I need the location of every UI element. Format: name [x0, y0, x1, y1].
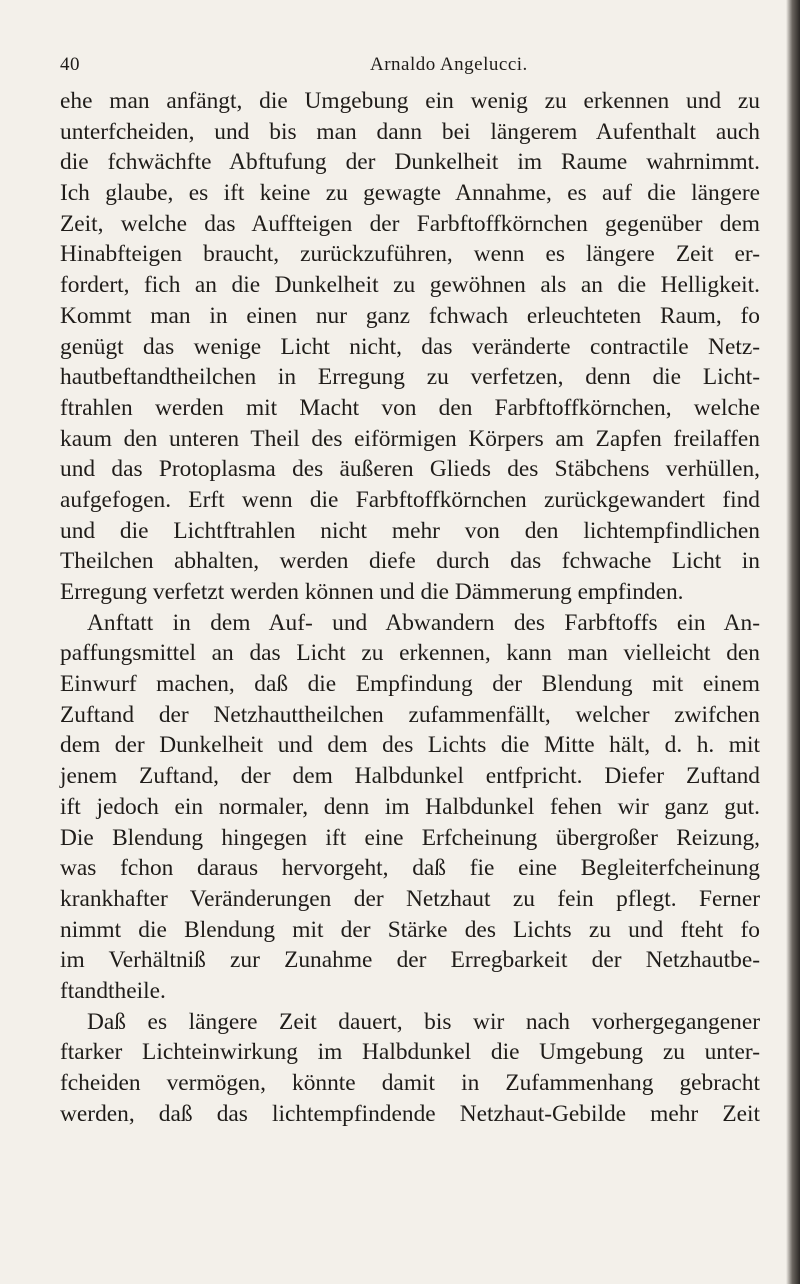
body-text — [60, 86, 760, 1129]
text-line: kaum den unteren Theil des eiförmigen Körpers am Zapfen freilaffen — [60, 425, 760, 452]
text-line: ift jedoch ein normaler, denn im Halbdunkel fehen wir ganz gut. — [60, 793, 760, 820]
text-line: ftandtheile. — [60, 977, 166, 1004]
text-line: fcheiden vermögen, könnte damit in Zufammenhang gebracht — [60, 1070, 760, 1096]
text-line: im Verhältniß zur Zunahme der Erregbarkeit der Netzhautbe- — [60, 947, 760, 974]
text-line: Zuftand der Netzhauttheilchen zufammenfällt, welcher zwifchen — [60, 701, 760, 728]
text-line: Anftatt in dem Auf- und Abwandern des Farbftoffs ein An- — [87, 609, 760, 636]
page-number: 40 — [60, 54, 80, 75]
text-line: aufgefogen. Erft wenn die Farbftoffkörnchen zurückgewandert find — [60, 486, 760, 513]
text-line: Zeit, welche das Auffteigen der Farbftoffkörnchen gegenüber dem — [60, 210, 760, 237]
running-title: Arnaldo Angelucci. — [370, 54, 528, 75]
text-line: Ich glaube, es ift keine zu gewagte Annahme, es auf die längere — [60, 180, 760, 207]
text-line: genügt das wenige Licht nicht, das veränderte contractile Netz- — [60, 333, 760, 360]
text-line: krankhafter Veränderungen der Netzhaut zu fein pflegt. Ferner — [60, 885, 760, 912]
text-line: ftrahlen werden mit Macht von den Farbftoffkörnchen, welche — [60, 394, 760, 421]
text-line: Theilchen abhalten, werden diefe durch das fchwache Licht in — [60, 548, 760, 575]
page-header — [60, 54, 760, 80]
page-edge-shadow — [786, 0, 800, 1284]
text-line: und das Protoplasma des äußeren Glieds des Stäbchens verhüllen, — [60, 456, 760, 483]
text-line: fordert, fich an die Dunkelheit zu gewöhnen als an die Helligkeit. — [60, 272, 760, 299]
text-line: was fchon daraus hervorgeht, daß fie eine Begleiterfcheinung — [60, 855, 760, 882]
text-line: Daß es längere Zeit dauert, bis wir nach vorhergegangener — [87, 1008, 760, 1035]
text-line: hautbeftandtheilchen in Erregung zu verfetzen, denn die Licht- — [60, 364, 760, 391]
text-line: ftarker Lichteinwirkung im Halbdunkel die Umgebung zu unter- — [60, 1039, 760, 1066]
text-line: Die Blendung hingegen ift eine Erfcheinung übergroßer Reizung, — [60, 824, 760, 851]
text-line: paffungsmittel an das Licht zu erkennen, kann man vielleicht den — [60, 640, 760, 667]
text-line: jenem Zuftand, der dem Halbdunkel entfpricht. Diefer Zuftand — [60, 763, 760, 790]
text-line: unterfcheiden, und bis man dann bei längerem Aufenthalt auch — [60, 118, 760, 145]
text-line: Einwurf machen, daß die Empfindung der Blendung mit einem — [60, 671, 760, 698]
text-line: ehe man anfängt, die Umgebung ein wenig zu erkennen und zu — [60, 88, 760, 114]
text-line: Kommt man in einen nur ganz fchwach erleuchteten Raum, fo — [60, 302, 760, 329]
text-line: Hinabfteigen braucht, zurückzuführen, wenn es längere Zeit er- — [60, 241, 760, 268]
text-line: die fchwächfte Abftufung der Dunkelheit im Raume wahrnimmt. — [60, 149, 760, 176]
text-line: Erregung verfetzt werden können und die Dämmerung empfinden. — [60, 579, 684, 605]
text-line: und die Lichtftrahlen nicht mehr von den lichtempfindlichen — [60, 517, 760, 544]
text-line: dem der Dunkelheit und dem des Lichts die Mitte hält, d. h. mit — [60, 732, 760, 759]
text-line: nimmt die Blendung mit der Stärke des Lichts zu und fteht fo — [60, 916, 760, 943]
text-line: werden, daß das lichtempfindende Netzhaut-Gebilde mehr Zeit — [60, 1100, 760, 1127]
